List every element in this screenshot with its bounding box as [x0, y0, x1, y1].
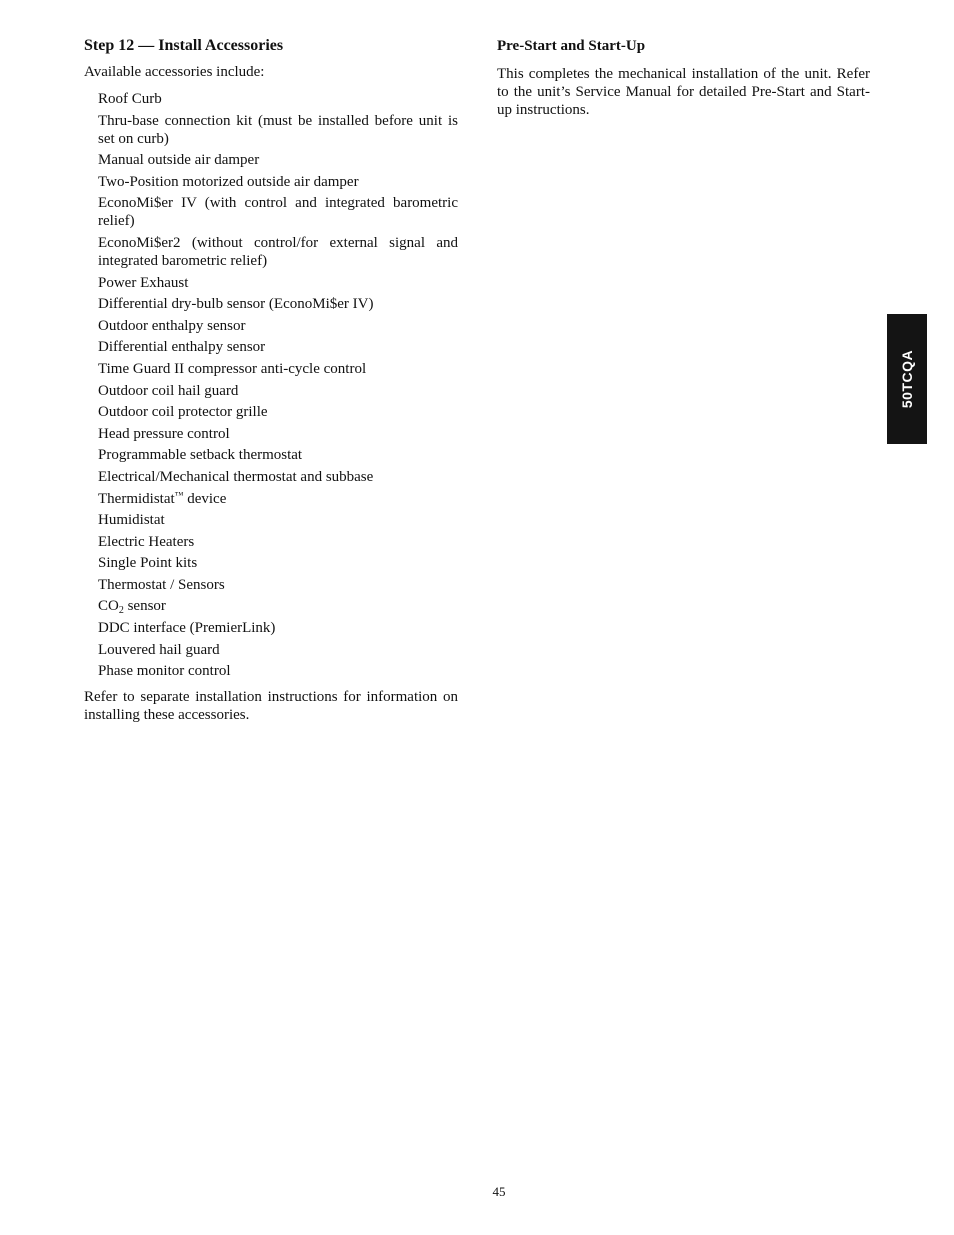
co2-suffix: sensor — [123, 598, 166, 615]
list-item: Head pressure control — [98, 425, 230, 442]
list-item: Electrical/Mechanical thermostat and subbase — [98, 468, 374, 485]
left-column — [84, 36, 458, 724]
side-tab-label: 50TCQA — [899, 349, 915, 409]
list-item: Outdoor enthalpy sensor — [98, 317, 246, 334]
list-item-thermidistat — [98, 490, 458, 508]
list-item: Programmable setback thermostat — [98, 447, 303, 464]
list-item: DDC interface (PremierLink) — [98, 620, 276, 637]
list-item-co2 — [98, 597, 458, 615]
section-title: Pre-Start and Start-Up — [497, 38, 646, 54]
list-item: Thermostat / Sensors — [98, 576, 225, 593]
list-item: Manual outside air damper — [98, 152, 260, 169]
list-item: Humidistat — [98, 512, 165, 529]
list-item: Phase monitor control — [98, 663, 231, 680]
co2-label: CO — [98, 598, 119, 615]
accessories-list — [84, 90, 458, 680]
step-title: Step 12 — Install Accessories — [84, 37, 284, 54]
list-item: Outdoor coil hail guard — [98, 382, 239, 399]
thermidistat-suffix: device — [183, 490, 227, 507]
list-item: Differential dry-bulb sensor (EconoMi$er IV) — [98, 296, 374, 313]
list-item: Outdoor coil protector grille — [98, 404, 268, 421]
right-column — [497, 36, 870, 119]
list-item: Differential enthalpy sensor — [98, 339, 266, 356]
page-number: 45 — [492, 1184, 506, 1199]
list-item: Electric Heaters — [98, 533, 195, 550]
list-item: Time Guard II compressor anti-cycle control — [98, 360, 367, 377]
prestart-paragraph: This completes the mechanical installation of the unit. Refer to the unit’s Service Manual for detailed Pre-Start and Start-up instructions. — [497, 66, 870, 118]
list-item: Single Point kits — [98, 555, 198, 572]
list-item: Louvered hail guard — [98, 641, 220, 658]
closing-paragraph: Refer to separate installation instructions for information on installing these accessories. — [84, 689, 458, 724]
list-item: Two-Position motorized outside air damper — [98, 173, 359, 190]
list-item: EconoMi$er IV (with control and integrated barometric relief) — [98, 195, 458, 230]
co2-subscript: 2 — [118, 605, 124, 617]
list-item: EconoMi$er2 (without control/for external signal and integrated barometric relief) — [98, 234, 458, 269]
accessories-intro: Available accessories include: — [84, 64, 265, 80]
side-tab — [887, 314, 927, 444]
thermidistat-label: Thermidistat — [98, 490, 175, 507]
list-item: Roof Curb — [98, 91, 162, 107]
list-item: Power Exhaust — [98, 274, 189, 291]
list-item: Thru-base connection kit (must be installed before unit is set on curb) — [98, 112, 458, 147]
trademark-symbol: ™ — [174, 489, 184, 500]
